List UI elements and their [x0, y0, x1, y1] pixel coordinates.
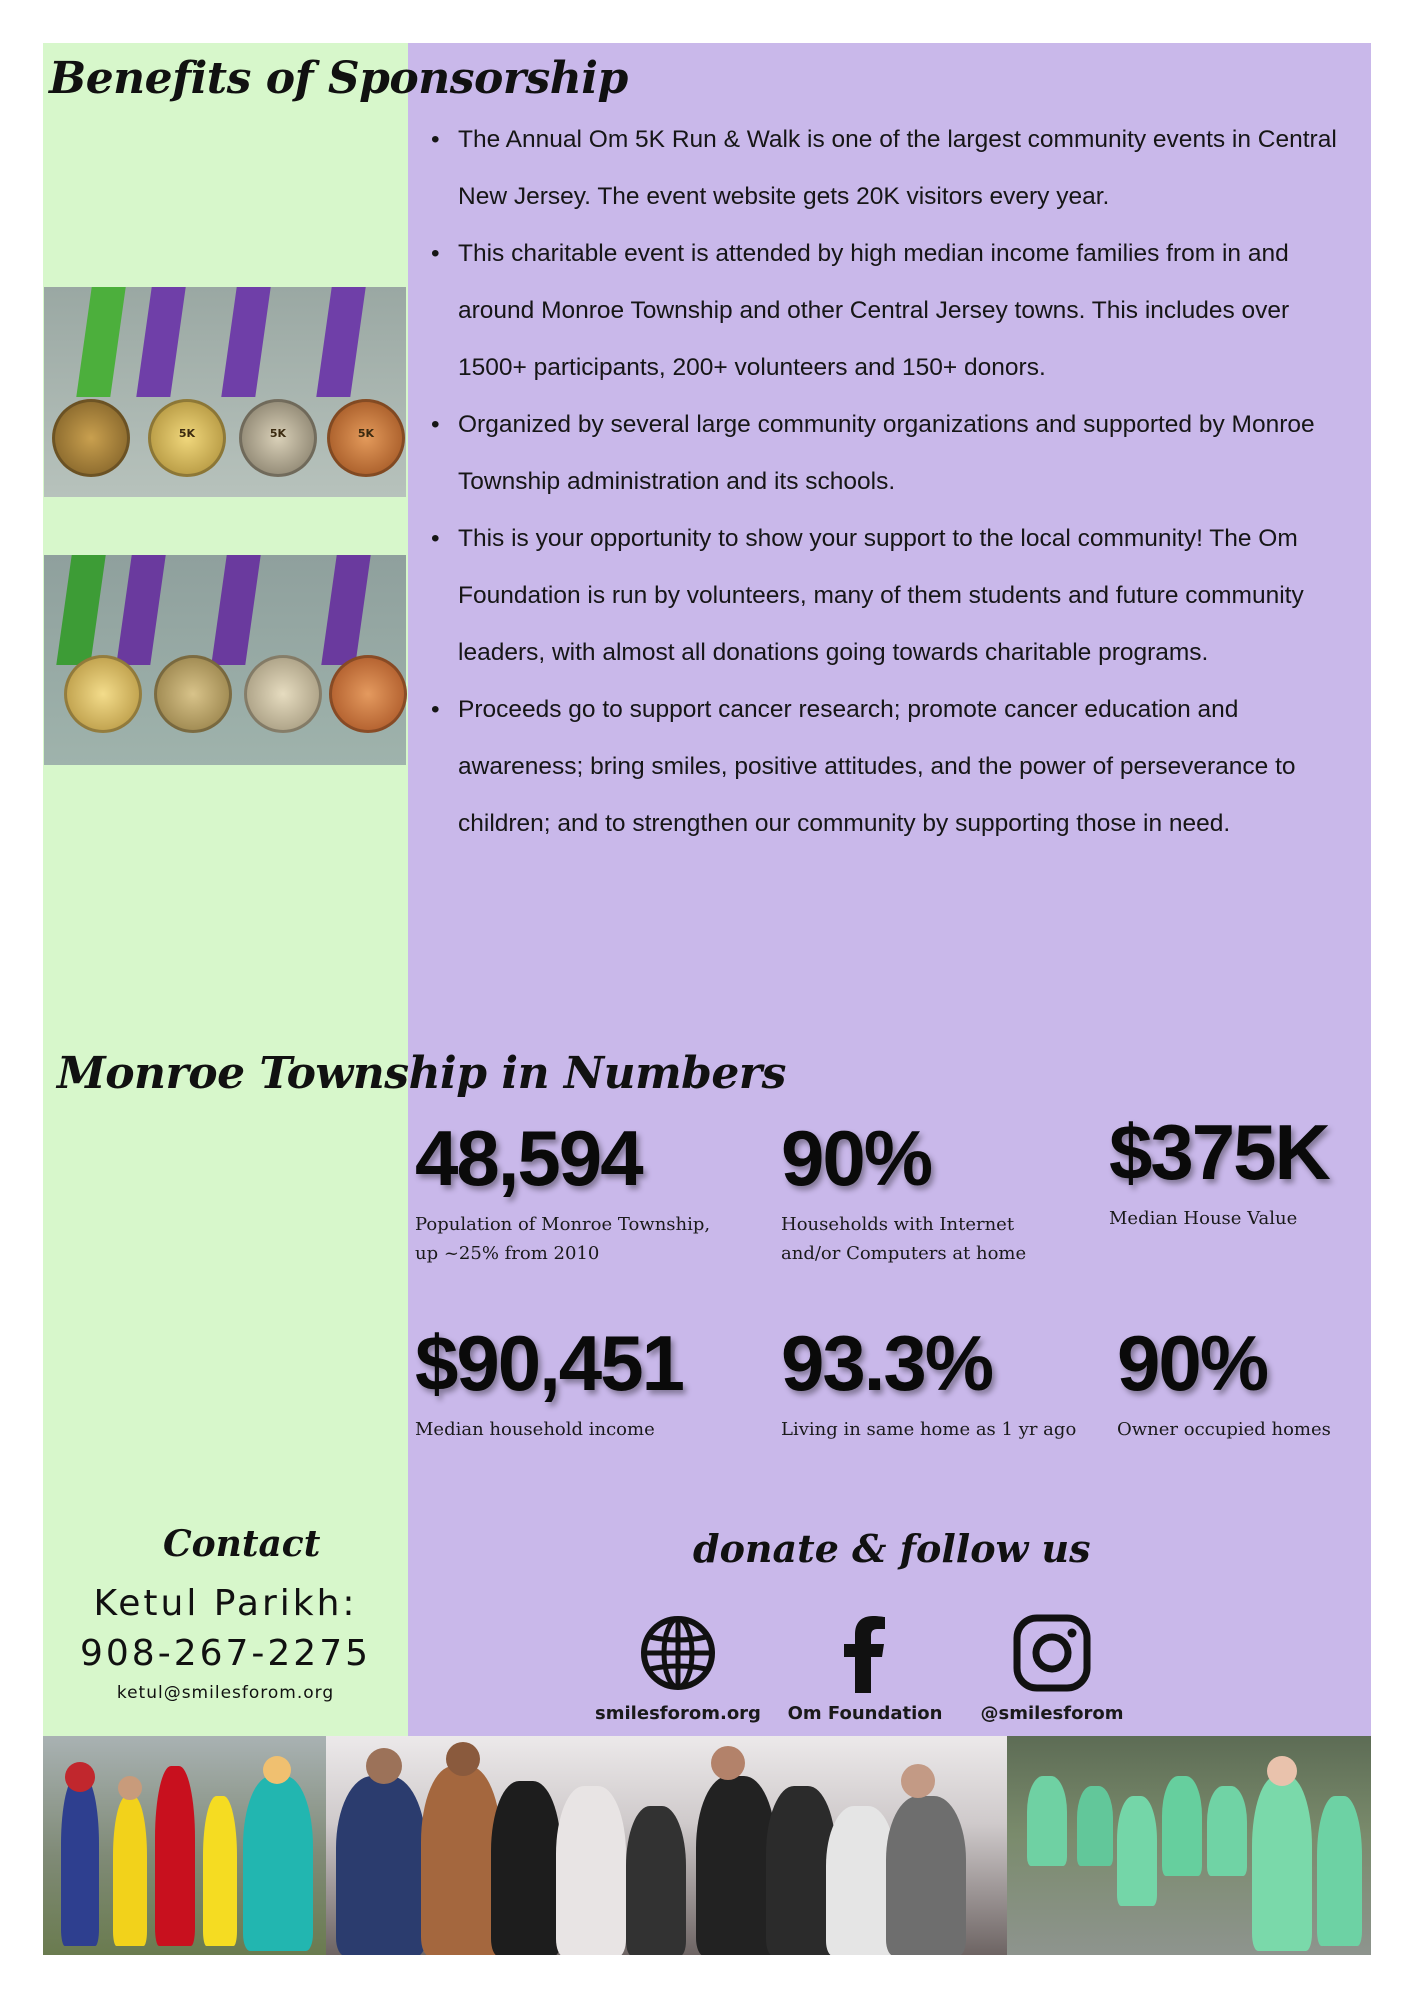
stat-income	[415, 1318, 755, 1444]
contact-name: Ketul Parikh:	[93, 1583, 358, 1624]
facebook-link[interactable]	[770, 1613, 960, 1724]
stat-value: 90%	[781, 1114, 932, 1202]
purple-ribbon	[316, 287, 365, 397]
medal-back	[244, 655, 322, 733]
contact-heading: Contact	[163, 1523, 321, 1565]
stat-value: $90,451	[415, 1319, 683, 1407]
benefit-item: • The Annual Om 5K Run & Walk is one of the largest community events in Central New Jersey. The event website gets 20K visitors every year.	[423, 111, 1363, 225]
medal-ambassador	[52, 399, 130, 477]
stat-label: Owner occupied homes	[1117, 1419, 1331, 1440]
stat-value: 90%	[1117, 1319, 1268, 1407]
stat-label: Population of Monroe Township, up ~25% from 2010	[415, 1214, 711, 1264]
medal-5k-text: 5K	[269, 427, 287, 440]
medal-back	[154, 655, 232, 733]
stat-value: 93.3%	[781, 1319, 993, 1407]
benefit-item: • Proceeds go to support cancer research; promote cancer education and awareness; bring smiles, positive attitudes, and the power of perseverance to children; and to strengthen our community by supporting those in need.	[423, 681, 1363, 852]
green-ribbon	[56, 555, 105, 665]
purple-ribbon	[321, 555, 370, 665]
benefits-list	[423, 111, 1363, 852]
benefit-item: • This charitable event is attended by high median income families from in and around Monroe Township and other Central Jersey towns. This includes over 1500+ participants, 200+ volunteers and 150+ donors.	[423, 225, 1363, 396]
purple-ribbon	[221, 287, 270, 397]
benefit-item: • This is your opportunity to show your support to the local community! The Om Foundation is run by volunteers, many of them students and future community leaders, with almost all donations going towards charitable programs.	[423, 510, 1363, 681]
medals-back-photo	[44, 555, 406, 765]
donate-heading: donate & follow us	[693, 1526, 1091, 1571]
stat-house-value	[1109, 1107, 1369, 1233]
globe-icon	[638, 1613, 718, 1693]
medal-back	[329, 655, 407, 733]
purple-ribbon	[116, 555, 165, 665]
stat-same-home	[781, 1318, 1101, 1444]
stat-population	[415, 1113, 735, 1268]
flyer-page	[43, 43, 1371, 1955]
instagram-link[interactable]	[957, 1613, 1147, 1724]
purple-ribbon	[211, 555, 260, 665]
website-link[interactable]	[583, 1613, 773, 1724]
contact-phone[interactable]: 908-267-2275	[79, 1633, 372, 1674]
walk-event-photo	[1007, 1736, 1371, 1955]
stat-value: $375K	[1109, 1108, 1329, 1196]
stat-label: Median household income	[415, 1419, 655, 1440]
stat-owner-occupied	[1117, 1318, 1371, 1444]
medal-5k-text: 5K	[178, 427, 196, 440]
instagram-icon	[1012, 1613, 1092, 1693]
stat-label: Households with Internet and/or Computers at home	[781, 1214, 1027, 1264]
benefit-item: • Organized by several large community organizations and supported by Monroe Township administration and its schools.	[423, 396, 1363, 510]
facebook-icon	[825, 1613, 905, 1693]
costumes-photo	[43, 1736, 326, 1955]
benefits-heading: Benefits of Sponsorship	[49, 53, 628, 104]
stat-value: 48,594	[415, 1114, 642, 1202]
website-label: smilesforom.org	[595, 1703, 761, 1724]
students-photo	[326, 1736, 1007, 1955]
medal-back	[64, 655, 142, 733]
instagram-label: @smilesforom	[980, 1703, 1124, 1724]
purple-ribbon	[136, 287, 185, 397]
green-ribbon	[76, 287, 125, 397]
medal-5k-text: 5K	[357, 427, 375, 440]
stat-internet	[781, 1113, 1081, 1268]
stat-label: Median House Value	[1109, 1208, 1298, 1229]
photo-strip	[43, 1736, 1371, 1955]
medals-front-photo	[44, 287, 406, 497]
contact-email[interactable]: ketul@smilesforom.org	[116, 1683, 335, 1703]
numbers-heading: Monroe Township in Numbers	[57, 1048, 786, 1099]
stat-label: Living in same home as 1 yr ago	[781, 1419, 1077, 1440]
facebook-label: Om Foundation	[787, 1703, 943, 1724]
